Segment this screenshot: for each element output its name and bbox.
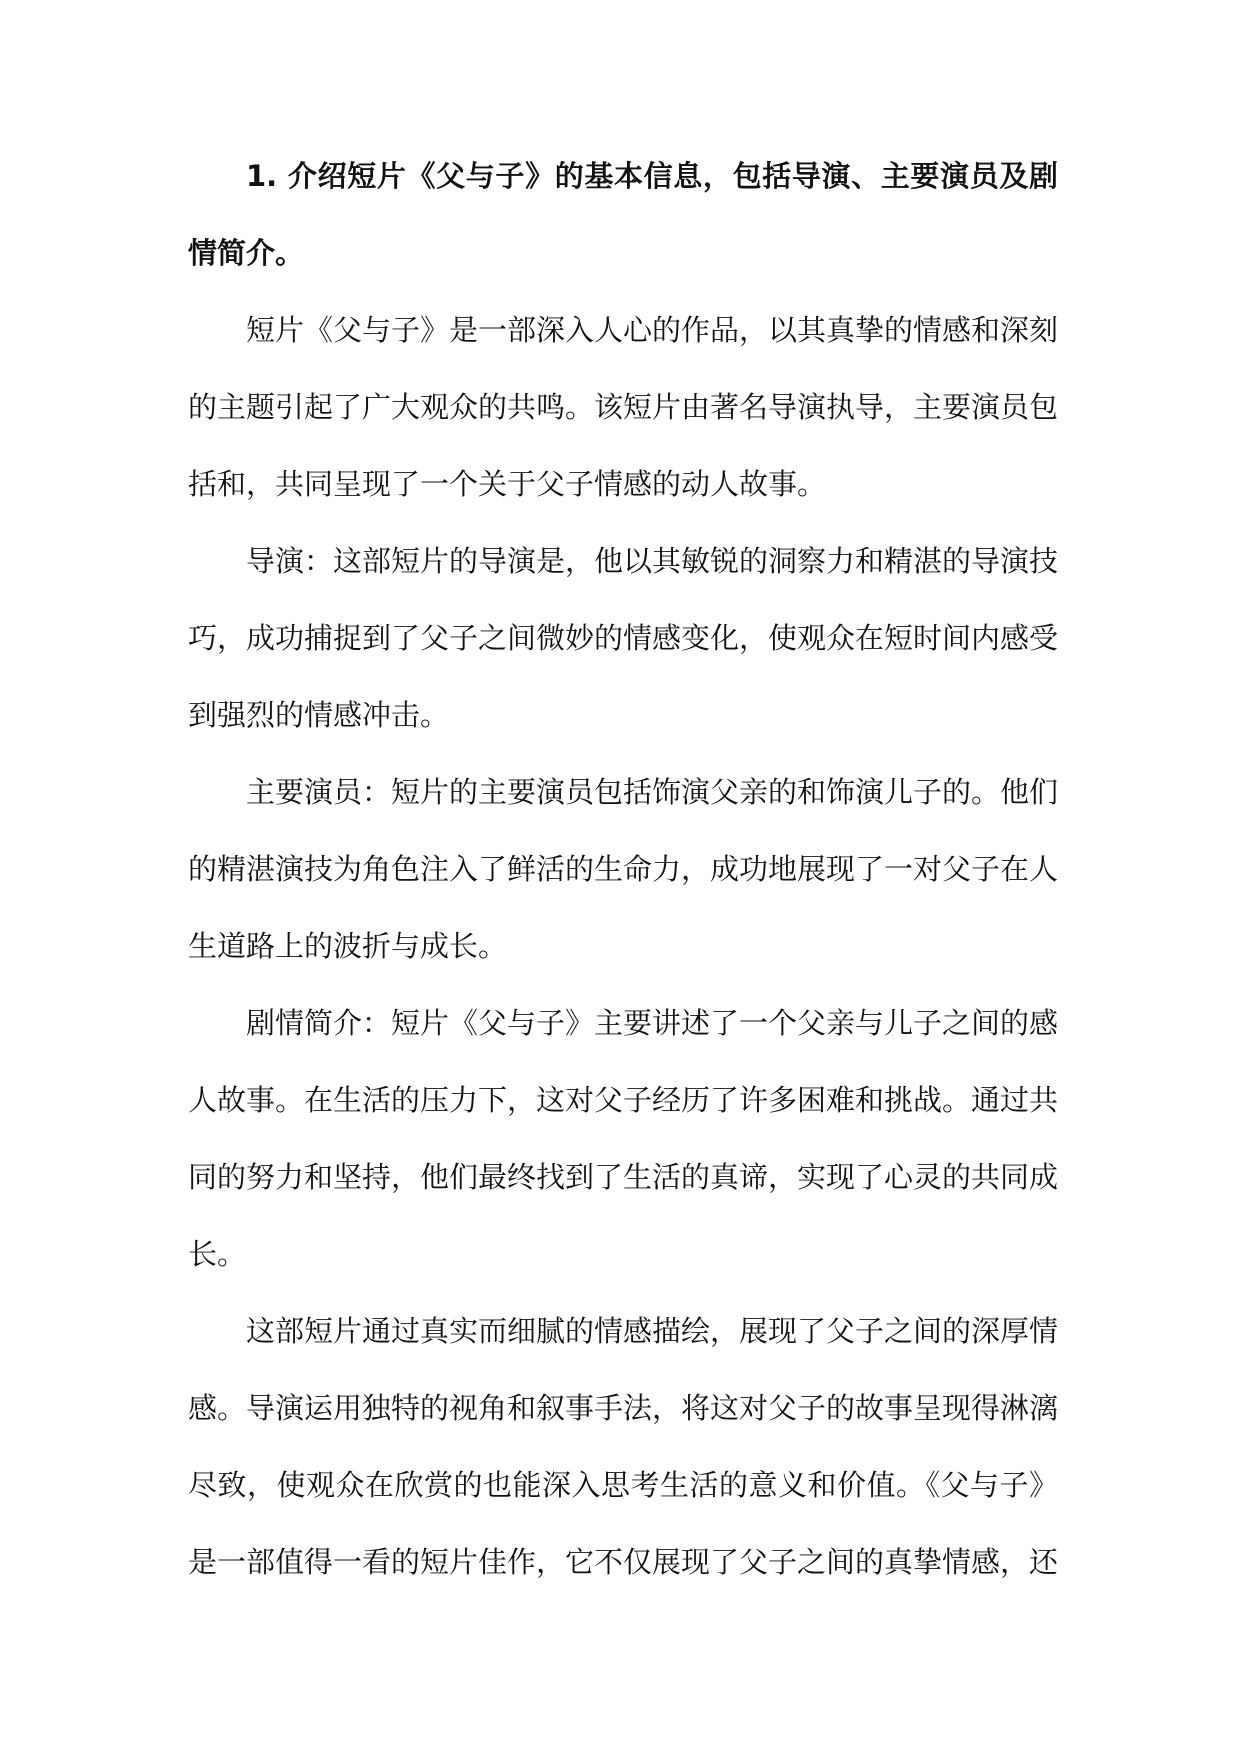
section-heading: 1. 介绍短片《父与子》的基本信息，包括导演、主要演员及剧情简介。: [188, 159, 1058, 270]
paragraph-summary: 这部短片通过真实而细腻的情感描绘，展现了父子之间的深厚情感。导演运用独特的视角和叙事手法，将这对父子的故事呈现得淋漓尽致，使观众在欣赏的也能深入思考生活的意义和价值。《父与子》是一部值得一看的短片佳作，它不仅展现了父子之间的真挚情感，还: [188, 1314, 1059, 1579]
paragraph-intro: 短片《父与子》是一部深入人心的作品，以其真挚的情感和深刻的主题引起了广大观众的共鸣。该短片由著名导演执导，主要演员包括和，共同呈现了一个关于父子情感的动人故事。: [188, 313, 1059, 501]
paragraph-synopsis: 剧情简介：短片《父与子》主要讲述了一个父亲与儿子之间的感人故事。在生活的压力下，这对父子经历了许多困难和挑战。通过共同的努力和坚持，他们最终找到了生活的真谛，实现了心灵的共同成长。: [188, 1006, 1059, 1271]
paragraph-director: 导演：这部短片的导演是，他以其敏锐的洞察力和精湛的导演技巧，成功捕捉到了父子之间微妙的情感变化，使观众在短时间内感受到强烈的情感冲击。: [188, 544, 1059, 732]
document-body: [188, 138, 1058, 1601]
paragraph-actors: 主要演员：短片的主要演员包括饰演父亲的和饰演儿子的。他们的精湛演技为角色注入了鲜活的生命力，成功地展现了一对父子在人生道路上的波折与成长。: [188, 775, 1059, 963]
